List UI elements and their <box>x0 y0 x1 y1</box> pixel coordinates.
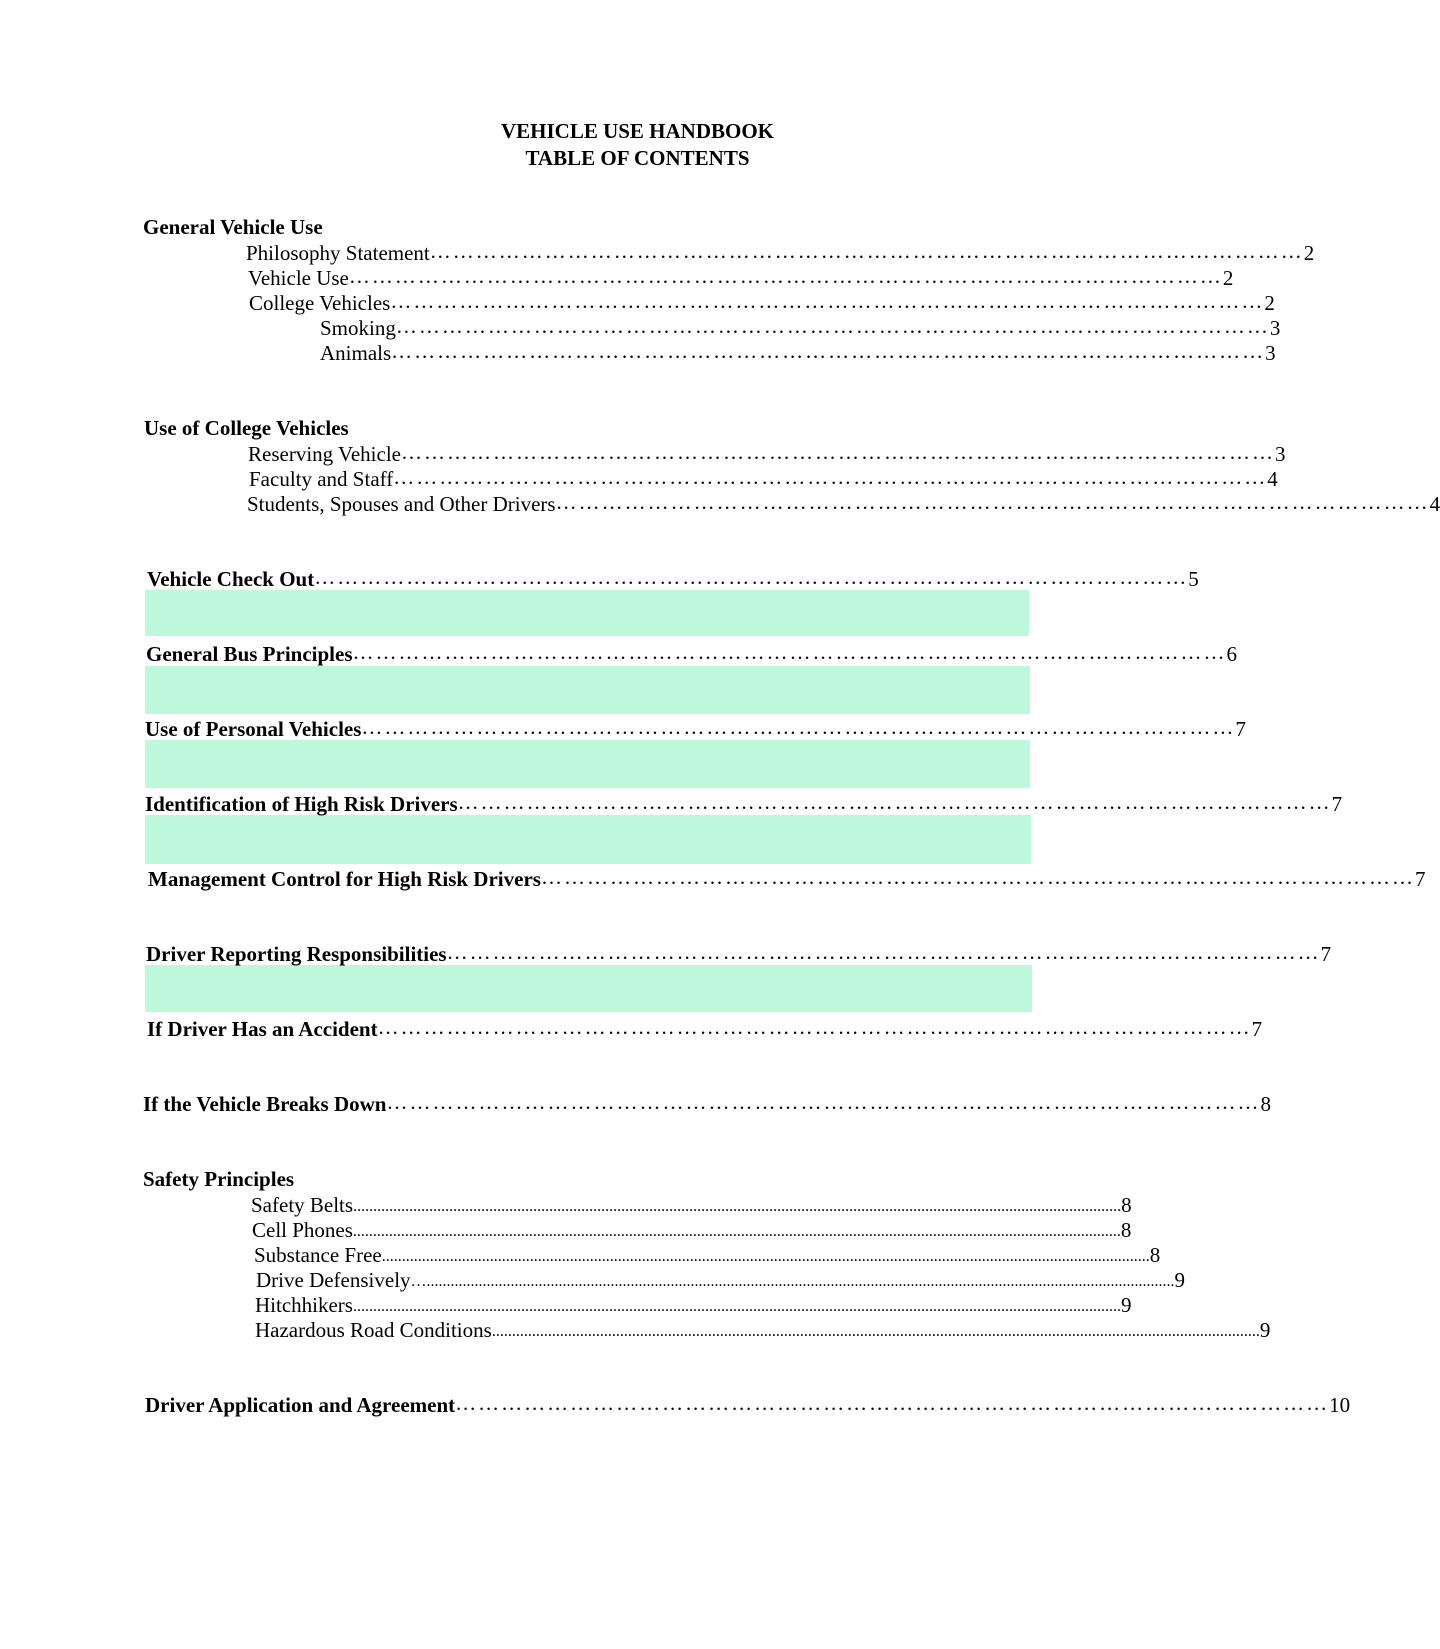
toc-entry[interactable] <box>247 490 1440 517</box>
toc-entry-label: Smoking <box>320 316 396 340</box>
highlight-band <box>145 590 1029 636</box>
toc-entry[interactable] <box>252 1217 1132 1243</box>
toc-entry-label: General Bus Principles <box>146 642 353 666</box>
toc-page-number: 4 <box>1429 492 1440 516</box>
toc-entry[interactable] <box>320 314 1281 341</box>
dot-leader: ................................................................................................................................................................................................ <box>352 1223 1121 1240</box>
dot-leader: ................................................................................................................................................................................................ <box>352 1298 1121 1315</box>
toc-page-number: 7 <box>1235 717 1246 741</box>
toc-entry-label: Reserving Vehicle <box>248 442 401 466</box>
toc-page-number: 10 <box>1329 1393 1351 1417</box>
toc-entry-label: Faculty and Staff <box>249 467 394 491</box>
toc-entry-label: Hazardous Road Conditions <box>255 1318 492 1342</box>
toc-entry-label: Animals <box>320 341 392 365</box>
dot-leader: …………………………………………………………………………………………………… <box>457 790 1332 814</box>
toc-page-number: 2 <box>1303 241 1315 265</box>
toc-entry[interactable] <box>254 1242 1161 1268</box>
dot-leader: …………………………………………………………………………………………………… <box>390 289 1265 313</box>
dot-leader: …………………………………………………………………………………………………… <box>401 440 1275 464</box>
dot-leader: …………………………………………………………………………………………………… <box>391 339 1266 363</box>
dot-leader: …………………………………………………………………………………………………… <box>395 314 1270 338</box>
highlight-band <box>145 666 1030 714</box>
toc-entry-label: Identification of High Risk Drivers <box>145 792 458 816</box>
toc-entry-label: Philosophy Statement <box>246 241 430 265</box>
toc-entry-label: Driver Reporting Responsibilities <box>146 942 447 966</box>
toc-page-number: 7 <box>1320 942 1332 966</box>
toc-entry-label: Driver Application and Agreement <box>145 1393 456 1417</box>
toc-page-number: 2 <box>1264 291 1275 315</box>
toc-entry[interactable] <box>147 1015 1263 1042</box>
toc-entry-label: If Driver Has an Accident <box>147 1017 378 1041</box>
toc-page-number: 3 <box>1265 341 1276 365</box>
dot-leader: …………………………………………………………………………………………………… <box>540 865 1415 889</box>
toc-page-number: 8 <box>1120 1218 1132 1242</box>
toc-entry[interactable] <box>145 715 1246 742</box>
toc-page-number: 8 <box>1149 1243 1161 1267</box>
toc-entry-label: Drive Defensively <box>256 1268 411 1292</box>
toc-page-number: 7 <box>1331 792 1343 816</box>
dot-leader: …………………………………………………………………………………………………… <box>377 1015 1252 1039</box>
dot-leader: …………………………………………………………………………………………………… <box>386 1090 1261 1114</box>
toc-page-number: 9 <box>1259 1318 1271 1342</box>
toc-entry[interactable] <box>248 440 1286 467</box>
title-line-2: TABLE OF CONTENTS <box>525 146 750 170</box>
toc-page-number: 3 <box>1269 316 1281 340</box>
section-heading-use-of-college-vehicles: Use of College Vehicles <box>144 416 349 440</box>
toc-entry[interactable] <box>246 239 1315 266</box>
toc-entry-label: College Vehicles <box>249 291 391 315</box>
toc-entry-label: If the Vehicle Breaks Down <box>143 1092 387 1116</box>
dot-leader: …………………………………………………………………………………………………… <box>348 264 1223 288</box>
toc-entry-label: Cell Phones <box>252 1218 353 1242</box>
toc-entry[interactable] <box>249 465 1278 492</box>
dot-leader: …………………………………………………………………………………………………… <box>361 715 1236 739</box>
toc-page-number: 7 <box>1251 1017 1263 1041</box>
title-line-1: VEHICLE USE HANDBOOK <box>500 119 775 143</box>
toc-entry[interactable] <box>251 1192 1132 1218</box>
toc-entry[interactable] <box>145 1391 1351 1418</box>
toc-page-number: 6 <box>1226 642 1237 666</box>
toc-entry-label: Management Control for High Risk Drivers <box>148 867 541 891</box>
toc-page-number: 9 <box>1174 1268 1186 1292</box>
highlight-band <box>145 740 1030 788</box>
toc-entry[interactable] <box>143 1090 1271 1117</box>
toc-entry[interactable] <box>248 264 1234 291</box>
toc-entry[interactable] <box>256 1267 1186 1293</box>
dot-leader: ................................................................................................................................................................................................ <box>353 1198 1122 1215</box>
toc-page-number: 2 <box>1222 266 1234 290</box>
dot-leader: …………………………………………………………………………………………………… <box>446 940 1321 964</box>
toc-entry-label: Safety Belts <box>251 1193 354 1217</box>
dot-leader: …………………………………………………………………………………………………… <box>393 465 1268 489</box>
toc-entry[interactable] <box>148 865 1426 892</box>
dot-leader: …........................................................................................................................................................................................... <box>410 1273 1175 1290</box>
toc-entry-label: Vehicle Use <box>248 266 349 290</box>
dot-leader: …………………………………………………………………………………………………… <box>555 490 1430 514</box>
toc-entry[interactable] <box>249 289 1275 316</box>
dot-leader: ................................................................................................................................................................................................ <box>381 1248 1150 1265</box>
toc-page-number: 8 <box>1121 1193 1132 1217</box>
toc-entry-label: Substance Free <box>254 1243 382 1267</box>
toc-page-number: 7 <box>1414 867 1426 891</box>
section-heading-safety-principles: Safety Principles <box>143 1167 295 1191</box>
toc-entry[interactable] <box>255 1292 1132 1318</box>
dot-leader: ................................................................................................................................................................................................ <box>491 1323 1260 1340</box>
toc-entry[interactable] <box>320 339 1276 366</box>
highlight-band <box>145 965 1032 1012</box>
document-title <box>0 118 1275 172</box>
dot-leader: …………………………………………………………………………………………………… <box>429 239 1304 263</box>
toc-entry-label: Use of Personal Vehicles <box>145 717 362 741</box>
section-heading-general-vehicle-use: General Vehicle Use <box>143 215 323 239</box>
highlight-band <box>145 815 1031 864</box>
toc-entry[interactable] <box>146 640 1237 667</box>
toc-page-number: 3 <box>1275 442 1286 466</box>
toc-entry-label: Vehicle Check Out <box>147 567 315 591</box>
toc-page-number: 5 <box>1188 567 1199 591</box>
toc-entry-label: Students, Spouses and Other Drivers <box>247 492 556 516</box>
dot-leader: …………………………………………………………………………………………………… <box>352 640 1227 664</box>
toc-page-number: 8 <box>1260 1092 1271 1116</box>
toc-entry-label: Hitchhikers <box>255 1293 353 1317</box>
toc-entry[interactable] <box>146 940 1332 967</box>
toc-entry[interactable] <box>145 790 1343 817</box>
toc-entry[interactable] <box>147 565 1199 592</box>
toc-entry[interactable] <box>255 1317 1271 1343</box>
toc-page-number: 4 <box>1267 467 1278 491</box>
toc-page-number: 9 <box>1120 1293 1132 1317</box>
dot-leader: …………………………………………………………………………………………………… <box>455 1391 1330 1415</box>
dot-leader: …………………………………………………………………………………………………… <box>314 565 1189 589</box>
